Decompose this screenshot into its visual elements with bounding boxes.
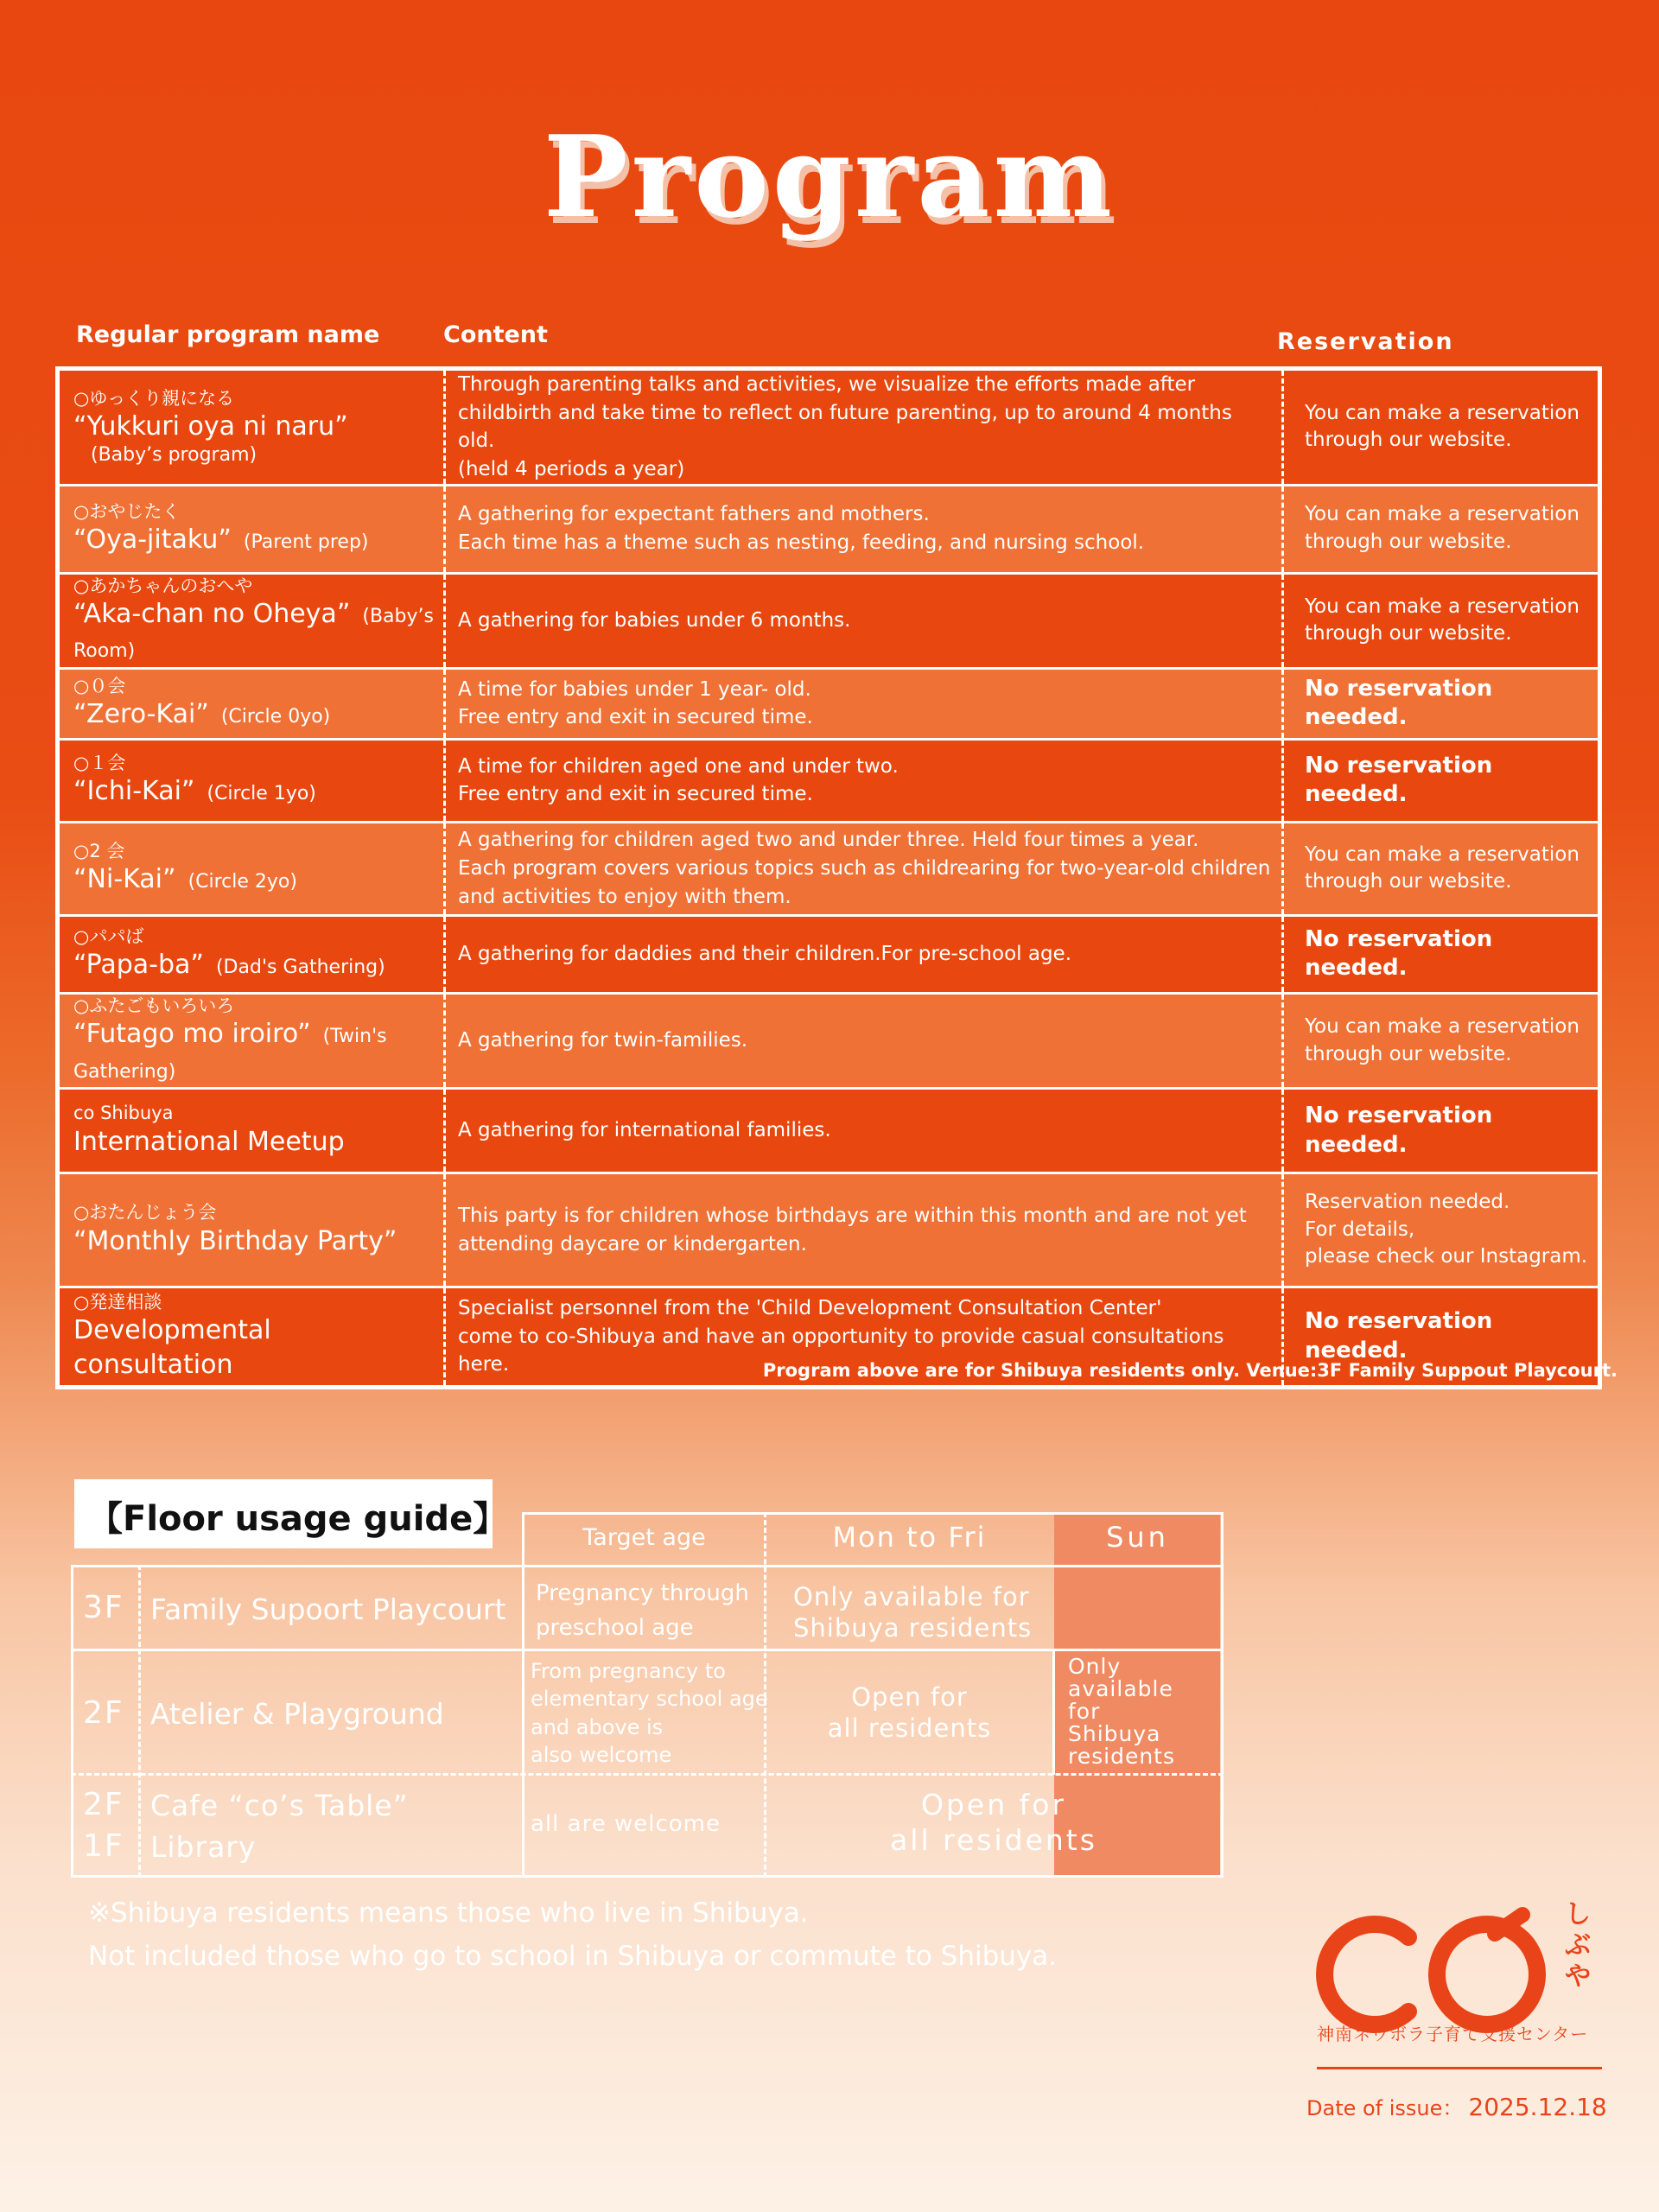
program-subtitle: (Dad's Gathering) [215, 957, 385, 979]
program-content-line: A gathering for daddies and their children.For pre-school age. [458, 943, 1072, 966]
floor-3f: 3F [83, 1590, 124, 1625]
program-content-cell [445, 993, 1283, 1088]
program-subtitle: (Baby’s Room) [73, 605, 434, 663]
program-row [58, 573, 1600, 668]
floor-2f-cafe: 2F [83, 1787, 124, 1822]
program-row [58, 369, 1600, 486]
program-name-cell [58, 1089, 445, 1173]
header-program-name: Regular program name [76, 321, 380, 348]
program-reservation-line: through our website. [1305, 429, 1512, 452]
logo-word [1296, 1918, 1297, 1919]
program-reservation-cell [1283, 915, 1600, 993]
program-en-name [73, 523, 435, 558]
program-en-name [73, 410, 435, 445]
program-en-title: International Meetup [73, 1126, 345, 1157]
program-content-line: Specialist personnel from the 'Child Development Consultation Center' [458, 1297, 1162, 1320]
guide-col-sun [1052, 1651, 1055, 1775]
program-en-title: “Yukkuri oya ni naru” [73, 410, 348, 442]
program-name-cell [58, 1287, 445, 1388]
program-en-name [73, 597, 435, 667]
program-reservation-line: No reservation needed. [1305, 675, 1493, 731]
guide-header-target: Target age [582, 1524, 706, 1551]
floor-3f-target: Pregnancy through preschool age [536, 1580, 749, 1642]
program-row [58, 915, 1600, 993]
program-reservation-line: No reservation needed. [1305, 1308, 1493, 1364]
issue-date [1306, 2091, 1607, 2121]
guide-col-floor [138, 1565, 141, 1878]
program-table [55, 366, 1602, 1389]
program-content-cell [445, 1089, 1283, 1173]
program-row [58, 993, 1600, 1088]
program-en-title: “Zero-Kai” [73, 699, 209, 730]
program-content-line: Free entry and exit in secured time. [458, 783, 813, 806]
program-subtitle: (Parent prep) [243, 531, 369, 553]
guide-border-right [1221, 1512, 1224, 1878]
guide-border-bottom [71, 1875, 1224, 1878]
program-content-line: A gathering for babies under 6 months. [458, 608, 851, 632]
program-reservation-cell [1283, 668, 1600, 739]
program-en-title: “Ichi-Kai” [73, 776, 195, 807]
program-subtitle: (Baby’s program) [91, 444, 257, 467]
program-subtitle: (Twin's Gathering) [73, 1026, 387, 1083]
program-content-line: childbirth and take time to reflect on future parenting, up to around 4 months old. [458, 401, 1232, 453]
logo-c-shape [1325, 1924, 1408, 2024]
program-subtitle: (Circle 2yo) [188, 871, 297, 893]
program-subtitle: (Circle 1yo) [207, 783, 316, 805]
program-en-name [73, 1017, 435, 1087]
logo-o-shape [1437, 1924, 1537, 2024]
program-content-line: Free entry and exit in secured time. [458, 706, 813, 729]
program-en-name [73, 948, 435, 983]
floor-2f-target: From pregnancy to elementary school age and above is also welcome [531, 1659, 768, 1768]
program-en-name [73, 697, 435, 733]
program-reservation-line: through our website. [1305, 1042, 1512, 1065]
program-name-cell [58, 822, 445, 915]
logo-vertical-text [1560, 1899, 1595, 1993]
program-reservation-line: No reservation needed. [1305, 925, 1493, 982]
program-reservation-cell [1283, 369, 1600, 486]
program-name-cell [58, 1173, 445, 1287]
program-row [58, 668, 1600, 739]
program-row [58, 1089, 1600, 1173]
program-en-name [73, 1313, 435, 1383]
program-en-title: “Ni-Kai” [73, 864, 176, 895]
floor-2f-sunday: Only available for Shibuya residents [1068, 1654, 1176, 1769]
program-name-cell [58, 993, 445, 1088]
program-content-cell [445, 822, 1283, 915]
program-content-line: A gathering for twin-families. [458, 1029, 748, 1052]
program-row [58, 485, 1600, 573]
program-reservation-cell [1283, 739, 1600, 822]
floor-3f-name: Family Supoort Playcourt [150, 1592, 506, 1626]
program-content-line: attending daycare or kindergarten. [458, 1232, 807, 1255]
program-content-line: (held 4 periods a year) [458, 457, 685, 480]
floor-guide-title: 【Floor usage guide】 [74, 1479, 493, 1548]
program-jp-name: ○おやじたく [73, 500, 181, 522]
floor-3f-weekday: Only available for Shibuya residents [793, 1582, 1033, 1643]
program-row [58, 822, 1600, 915]
program-reservation-line: through our website. [1305, 622, 1512, 645]
program-content-line: Each time has a theme such as nesting, feeding, and nursing school. [458, 531, 1145, 555]
program-en-title: “Papa-ba” [73, 950, 204, 981]
program-en-title: “Aka-chan no Oheya” [73, 598, 351, 629]
program-note: Program above are for Shibuya residents only. Venue:3F Family Suppout Playcourt. [762, 1360, 1618, 1381]
program-content-line: A time for children aged one and under two. [458, 754, 899, 778]
program-name-cell [58, 739, 445, 822]
guide-row-sep-2 [71, 1773, 1224, 1776]
header-reservation: Reservation [1277, 328, 1454, 355]
program-content-cell [445, 1173, 1283, 1287]
program-jp-name: co Shibuya [73, 1103, 174, 1124]
guide-border-left [71, 1565, 73, 1878]
program-content-cell [445, 573, 1283, 668]
program-reservation-line: You can make a reservation [1305, 594, 1580, 618]
program-content-line: and activities to enjoy with them. [458, 885, 791, 908]
program-jp-name: ○あかちゃんのおへや [73, 575, 253, 596]
program-reservation-line: please check our Instagram. [1305, 1245, 1588, 1268]
program-content-cell [445, 668, 1283, 739]
program-name-cell [58, 915, 445, 993]
program-reservation-line: No reservation needed. [1305, 752, 1493, 808]
guide-header-sunday: Sun [1106, 1521, 1169, 1554]
logo-tagline: 神南ネウボラ子育て支援センター [1317, 2024, 1589, 2044]
program-reservation-line: No reservation needed. [1305, 1102, 1493, 1158]
program-content-line: A gathering for children aged two and under three. Held four times a year. [458, 829, 1199, 852]
program-content-line: Through parenting talks and activities, we visualize the efforts made after [458, 373, 1196, 396]
program-en-name [73, 774, 435, 810]
program-content-line: A gathering for expectant fathers and mothers. [458, 503, 930, 526]
program-jp-name: ○０会 [73, 676, 126, 696]
program-jp-name: ○おたんじょう会 [73, 1202, 217, 1224]
floor-library-name: Library [150, 1830, 257, 1864]
program-subtitle: (Circle 0yo) [220, 706, 331, 728]
program-reservation-cell [1283, 993, 1600, 1088]
program-name-cell [58, 369, 445, 486]
program-en-title: “Oya-jitaku” [73, 524, 232, 555]
program-reservation-line: You can make a reservation [1305, 401, 1580, 424]
program-jp-name: ○１会 [73, 753, 126, 773]
guide-header-weekday: Mon to Fri [832, 1521, 987, 1554]
program-reservation-cell [1283, 1173, 1600, 1287]
program-name-cell [58, 485, 445, 573]
logo-vertical-char: や [1565, 1961, 1591, 1992]
program-en-name [73, 1125, 435, 1160]
program-name-cell [58, 573, 445, 668]
program-row [58, 739, 1600, 822]
guide-border-header [71, 1565, 1224, 1567]
program-jp-name: ○ふたごもいろいろ [73, 995, 235, 1016]
program-content-line: A gathering for international families. [458, 1119, 831, 1142]
residents-note-1: ※Shibuya residents means those who live in Shibuya. [88, 1897, 809, 1929]
program-content-line: A time for babies under 1 year- old. [458, 677, 811, 701]
program-content-cell [445, 485, 1283, 573]
program-row [58, 1173, 1600, 1287]
program-jp-name: ○パパば [73, 926, 144, 947]
program-reservation-cell [1283, 822, 1600, 915]
header-content: Content [443, 321, 548, 348]
program-reservation-cell [1283, 1089, 1600, 1173]
floor-2f-weekday: Open for all residents [827, 1682, 992, 1744]
program-content-line: Each program covers various topics such as childrearing for two-year-old children [458, 857, 1271, 880]
program-jp-name: ○2 会 [73, 841, 125, 861]
guide-border-top [522, 1512, 1224, 1515]
program-content-cell [445, 739, 1283, 822]
program-en-title: Developmental consultation [73, 1314, 271, 1381]
program-content-cell [445, 369, 1283, 486]
floor-cafe-open: Open for all residents [890, 1788, 1097, 1858]
program-reservation-line: through our website. [1305, 531, 1512, 554]
floor-1f: 1F [83, 1828, 124, 1864]
program-reservation-line: You can make a reservation [1305, 503, 1580, 526]
program-content-cell [445, 915, 1283, 993]
guide-row-sep-1 [71, 1649, 1224, 1651]
issue-date-value: 2025.12.18 [1468, 2093, 1607, 2121]
issue-label: Date of issue： [1306, 2096, 1464, 2120]
program-reservation-line: For details, [1305, 1217, 1415, 1241]
floor-cafe-name: Cafe “co’s Table” [150, 1789, 409, 1822]
program-content-line: come to co-Shibuya and have an opportunity to provide casual consultations here. [458, 1325, 1224, 1376]
residents-note-2: Not included those who go to school in Shibuya or commute to Shibuya. [88, 1941, 1058, 1972]
program-name-cell [58, 668, 445, 739]
logo-vertical-char: ぶ [1565, 1930, 1591, 1961]
program-reservation-line: through our website. [1305, 870, 1512, 893]
program-en-title: “Futago mo iroiro” [73, 1019, 311, 1050]
logo-vertical-char: し [1565, 1899, 1591, 1929]
floor-cafe-target: all are welcome [531, 1811, 721, 1837]
program-reservation-cell [1283, 573, 1600, 668]
program-reservation-cell [1283, 485, 1600, 573]
program-jp-name: ○発達相談 [73, 1291, 162, 1313]
floor-2f: 2F [83, 1695, 124, 1731]
program-en-name [73, 1224, 435, 1260]
logo-divider [1317, 2067, 1602, 2069]
floor-2f-name: Atelier & Playground [150, 1697, 444, 1731]
program-jp-name: ○ゆっくり親になる [73, 387, 235, 409]
program-reservation-line: You can make a reservation [1305, 1014, 1580, 1038]
guide-border-name-target [522, 1512, 524, 1878]
program-reservation-line: Reservation needed. [1305, 1191, 1510, 1214]
program-reservation-line: You can make a reservation [1305, 842, 1580, 866]
program-content-line: This party is for children whose birthdays are within this month and are not yet [458, 1204, 1247, 1227]
program-en-name [73, 862, 435, 898]
program-en-title: “Monthly Birthday Party” [73, 1225, 397, 1256]
page-title: Program [543, 111, 1116, 243]
